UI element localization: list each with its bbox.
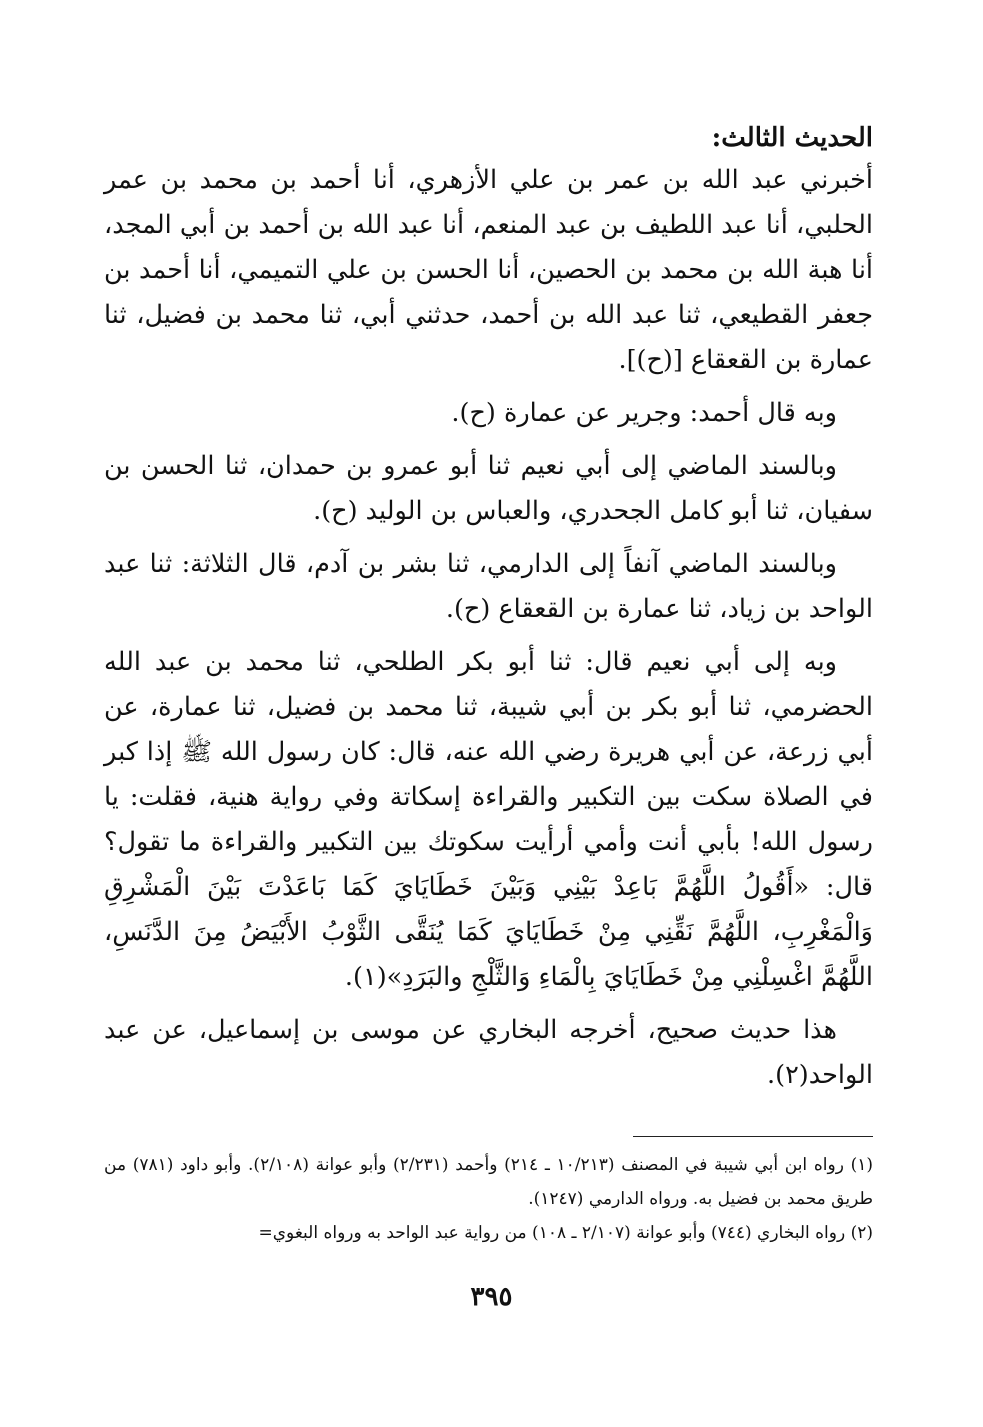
- hadith-heading: الحديث الثالث:: [711, 123, 873, 153]
- paragraph: وبه قال أحمد: وجرير عن عمارة (ح).: [451, 398, 837, 428]
- footnote-2: (٢) رواه البخاري (٧٤٤) وأبو عوانة (٢/١٠٧ ـ ١٠٨) من رواية عبد الواحد به ورواه البغوي=: [258, 1223, 873, 1243]
- hadith-text-paragraph: وبه إلى أبي نعيم قال: ثنا أبو بكر الطلحي، ثنا محمد بن عبد الله الحضرمي، ثنا أبو بكر بن أبي شيبة، ثنا محمد بن فضيل، ثنا عمارة، عن أبي زرعة، عن أبي هريرة رضي الله عنه، قال: كان رسول الله ﷺ إذا كبر في الصلاة سكت بين التكبير والقراءة إسكاتة وفي رواية هنية، فقلت: يا رسول الله! بأبي أنت وأمي أرأيت سكوتك بين التكبير والقراءة ما تقول؟ قال: «أَقُولُ اللَّهُمَّ بَاعِدْ بَيْنِي وَبَيْنَ خَطَايَايَ كَمَا بَاعَدْتَ بَيْنَ الْمَشْرِقِ وَالْمَغْرِبِ، اللَّهُمَّ نَقِّنِي مِنْ خَطَايَايَ كَمَا يُنَقَّى الثَّوْبُ الأَبْيَضُ مِنَ الدَّنَسِ، اللَّهُمَّ اغْسِلْنِي مِنْ خَطَايَايَ بِالْمَاءِ وَالثَّلْجِ والبَرَدِ»(١).: [104, 647, 873, 992]
- grading-paragraph: هذا حديث صحيح، أخرجه البخاري عن موسى بن إسماعيل، عن عبد الواحد(٢).: [104, 1015, 873, 1090]
- main-text: [104, 158, 873, 1106]
- paragraph: وبالسند الماضي آنفاً إلى الدارمي، ثنا بشر بن آدم، قال الثلاثة: ثنا عبد الواحد بن زياد، ثنا عمارة بن القعقاع (ح).: [104, 549, 873, 624]
- isnad-paragraph: أخبرني عبد الله بن عمر بن علي الأزهري، أنا أحمد بن محمد بن عمر الحلبي، أنا عبد اللطيف بن عبد المنعم، أنا عبد الله بن أحمد بن أبي المجد، أنا هبة الله بن محمد بن الحصين، أنا الحسن بن علي التميمي، أنا أحمد بن جعفر القطيعي، ثنا عبد الله بن أحمد، حدثني أبي، ثنا محمد بن فضيل، ثنا عمارة بن القعقاع [(ح)].: [104, 165, 873, 375]
- page-number: ٣٩٥: [470, 1282, 513, 1312]
- footnote-divider: [633, 1136, 873, 1137]
- footnotes: [104, 1148, 873, 1250]
- footnote-1: (١) رواه ابن أبي شيبة في المصنف (١٠/٢١٣ ـ ٢١٤) وأحمد (٢/٢٣١) وأبو عوانة (٢/١٠٨). وأبو داود (٧٨١) من طريق محمد بن فضيل به. ورواه الدارمي (١٢٤٧).: [104, 1155, 874, 1209]
- paragraph: وبالسند الماضي إلى أبي نعيم ثنا أبو عمرو بن حمدان، ثنا الحسن بن سفيان، ثنا أبو كامل الجحدري، والعباس بن الوليد (ح).: [104, 451, 873, 526]
